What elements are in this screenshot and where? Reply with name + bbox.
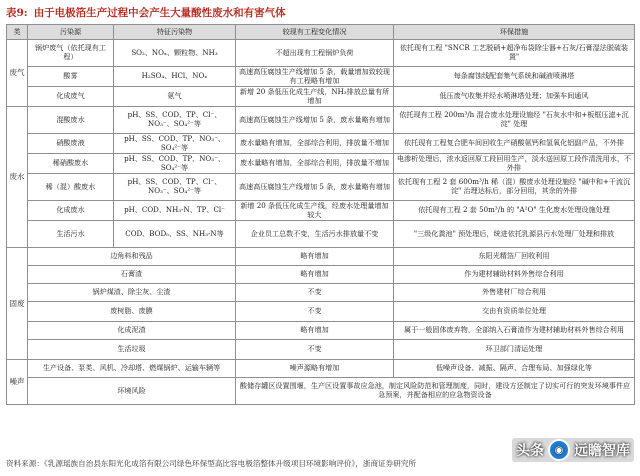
cell-change: 高速高压腐蚀生产线增加 5 条，废水量略有增加 bbox=[236, 174, 394, 201]
cell-source: 混酸废水 bbox=[28, 107, 114, 134]
cell-change: 废水量略有增加，全部综合利用，排放量不增加 bbox=[236, 134, 394, 154]
table-row bbox=[7, 107, 635, 134]
cell-source: 锅炉煤渣、除尘灰、尘渣 bbox=[28, 284, 236, 302]
cell-source: 酸雾 bbox=[28, 67, 114, 87]
cell-pollutants: pH、SS、COD、TP、Cl⁻、NO₃⁻、SO₄²⁻等 bbox=[114, 107, 236, 134]
cell-pollutants: H₂SO₄、HCl、NOₓ bbox=[114, 67, 236, 87]
cell-measure: 依托现有工程复合肥车间回收生产硝酸氨钙和氢氧化铝副产品，不外排 bbox=[394, 134, 635, 154]
cell-source: 环境风险 bbox=[28, 378, 236, 405]
cell-measure: 作为建材辅助材料外售综合利用 bbox=[394, 266, 635, 284]
cell-source: 硝酸废液 bbox=[28, 134, 114, 154]
cell-change: 新增 20 条低压化成生产线，经废水处理量增加较大 bbox=[236, 201, 394, 221]
pollution-table bbox=[6, 24, 635, 405]
cell-change: 废水量略有增加，全部综合利用，排放量不增加 bbox=[236, 154, 394, 174]
cell-change: 新增 20 条低压化成生产线，NH₃排放总量有所增加 bbox=[236, 87, 394, 107]
table-row bbox=[7, 248, 635, 266]
cell-pollutants: pH、SS、COD、TP、Cl⁻、NO₃⁻、SO₄²⁻等 bbox=[114, 174, 236, 201]
header-change: 较现有工程变化情况 bbox=[236, 25, 394, 40]
table-row bbox=[7, 87, 635, 107]
cell-source: 化成废气 bbox=[28, 87, 114, 107]
cell-source: 废树脂、废膜 bbox=[28, 302, 236, 322]
cell-change: 高速高压腐蚀生产线增加 5 条，废水量略有增加 bbox=[236, 107, 394, 134]
cell-source: 稀硝酸废水 bbox=[28, 154, 114, 174]
cell-pollutants: 氨气 bbox=[114, 87, 236, 107]
cell-pollutants: pH、COD、NH₃-N、TP、Cl⁻ bbox=[114, 201, 236, 221]
cell-change: 略有增加 bbox=[236, 248, 394, 266]
header-category: 类 bbox=[7, 25, 28, 40]
table-row bbox=[7, 174, 635, 201]
cell-measure: "三级化粪池" 预处理后，统进依托乳源县污水处理厂处理和排放 bbox=[394, 221, 635, 248]
table-row bbox=[7, 154, 635, 174]
group-gas: 废气 bbox=[7, 40, 28, 107]
cell-source: 化成泥渣 bbox=[28, 322, 236, 340]
table-row bbox=[7, 40, 635, 67]
cell-measure: 依托现有工程 "SNCR 工艺脱硝+超净布袋除尘器+石灰/石膏湿法脱硫装置" bbox=[394, 40, 635, 67]
cell-measure: 外售建材厂综合利用 bbox=[394, 284, 635, 302]
cell-source: 边角料和残品 bbox=[28, 248, 236, 266]
source-note: 资料来源：《乳源瑶族自治县东阳光化成箔有限公司绿色环保型高比容电极箔整体升级项目环境影响评价》，浙商证券研究所 bbox=[6, 459, 417, 468]
header-measures: 环保措施 bbox=[394, 25, 635, 40]
cell-source: 锅炉废气（依托现有工程） bbox=[28, 40, 114, 67]
table-row bbox=[7, 302, 635, 322]
cell-change: 高速高压腐蚀生产线增加 5 条，载量增加致较现有工程略有增加 bbox=[236, 67, 394, 87]
cell-source: 生活垃圾 bbox=[28, 340, 236, 360]
table-row bbox=[7, 266, 635, 284]
cell-measure: 依托现有工程 200m³/h 混合废水处理设施经 "石灰水中和+板框压滤+沉淀" 处理 bbox=[394, 107, 635, 134]
cell-change: 不超出现有工程锅炉负荷 bbox=[236, 40, 394, 67]
watermark-prefix: 头条 bbox=[516, 443, 544, 459]
cell-measure: 交由有资质单位处理 bbox=[394, 302, 635, 322]
table-row bbox=[7, 340, 635, 360]
cell-source: 化成废水 bbox=[28, 201, 114, 221]
cell-measure: 属于一般固体废弃物，全部纳入石膏渣作为建材辅助材料外售综合利用 bbox=[394, 322, 635, 340]
table-header-row bbox=[7, 25, 635, 40]
cell-change: 不变 bbox=[236, 340, 394, 360]
cell-change: 不变 bbox=[236, 284, 394, 302]
cell-change: 不变 bbox=[236, 302, 394, 322]
caption-title: 由于电极箔生产过程中会产生大量酸性废水和有害气体 bbox=[33, 7, 286, 19]
cell-pollutants: pH、SS、COD、TP、NO₃⁻、SO₄²⁻等 bbox=[114, 134, 236, 154]
table-row bbox=[7, 378, 635, 405]
cell-measure: 依托现有工程 2 套 600m³/h 稀（混）酸废水处理设施经 "碱中和+干流沉淀" 治理达标后，部分回用，其余的外排 bbox=[394, 174, 635, 201]
table-row bbox=[7, 360, 635, 378]
cell-pollutants: pH、SS、COD、TP、NO₃⁻、SO₄²⁻等 bbox=[114, 154, 236, 174]
header-pollutants: 特征污染物 bbox=[114, 25, 236, 40]
cell-measure: 东阳光精箔厂回收利用 bbox=[394, 248, 635, 266]
cell-measure: 依托现有工程 2 套 50m³/h 的 "A²O" 生化废水处理设施处理 bbox=[394, 201, 635, 221]
watermark bbox=[512, 438, 634, 462]
cell-measure: 每条腐蚀线配套集气系统和碱液喷淋塔 bbox=[394, 67, 635, 87]
brand-logo-icon: ◉ bbox=[548, 439, 570, 461]
table-row bbox=[7, 134, 635, 154]
cell-measure: 环卫部门清运处理 bbox=[394, 340, 635, 360]
cell-source: 石膏渣 bbox=[28, 266, 236, 284]
watermark-brand: 远瞻智库 bbox=[574, 443, 630, 459]
table-row bbox=[7, 322, 635, 340]
cell-pollutants: COD、BOD₅、SS、NH₃-N等 bbox=[114, 221, 236, 248]
group-solid: 固废 bbox=[7, 248, 28, 360]
cell-change: 噪声源略有增加 bbox=[236, 360, 394, 378]
table-row bbox=[7, 201, 635, 221]
table-row bbox=[7, 67, 635, 87]
cell-change: 企业员工总数不变，生活污水排放量不变 bbox=[236, 221, 394, 248]
cell-change: 略有增加 bbox=[236, 266, 394, 284]
cell-source: 生活污水 bbox=[28, 221, 114, 248]
cell-measure: 低压废气收集并经水喷淋塔处理；加强车间通风 bbox=[394, 87, 635, 107]
table-row bbox=[7, 221, 635, 248]
group-noise: 噪声 bbox=[7, 360, 28, 405]
cell-measure: 酸储存罐区设置围堰，生产区设置事故应急池，制定风险防范和管理制度，同时，建设方还制定了切实可行的突发环境事件应急预案，并配备相应的应急物资设备 bbox=[236, 378, 635, 405]
table-caption bbox=[6, 4, 634, 22]
cell-measure: 低噪声设备、减振、隔声、合理布局、加强绿化等 bbox=[394, 360, 635, 378]
header-source: 污染源 bbox=[28, 25, 114, 40]
cell-measure: 电渗析处理后，浓水返回原工段回用生产，淡水送回原工段作清洗用水，不外排 bbox=[394, 154, 635, 174]
cell-pollutants: SO₂、NOₓ、颗粒物、NH₃ bbox=[114, 40, 236, 67]
cell-change: 略有增加 bbox=[236, 322, 394, 340]
cell-source: 生产设备、泵类、风机、冷却塔、燃煤锅炉、运输车辆等 bbox=[28, 360, 236, 378]
cell-source: 稀（混）酸废水 bbox=[28, 174, 114, 201]
caption-number: 表9: bbox=[6, 7, 28, 19]
group-water: 废水 bbox=[7, 107, 28, 248]
table-row bbox=[7, 284, 635, 302]
